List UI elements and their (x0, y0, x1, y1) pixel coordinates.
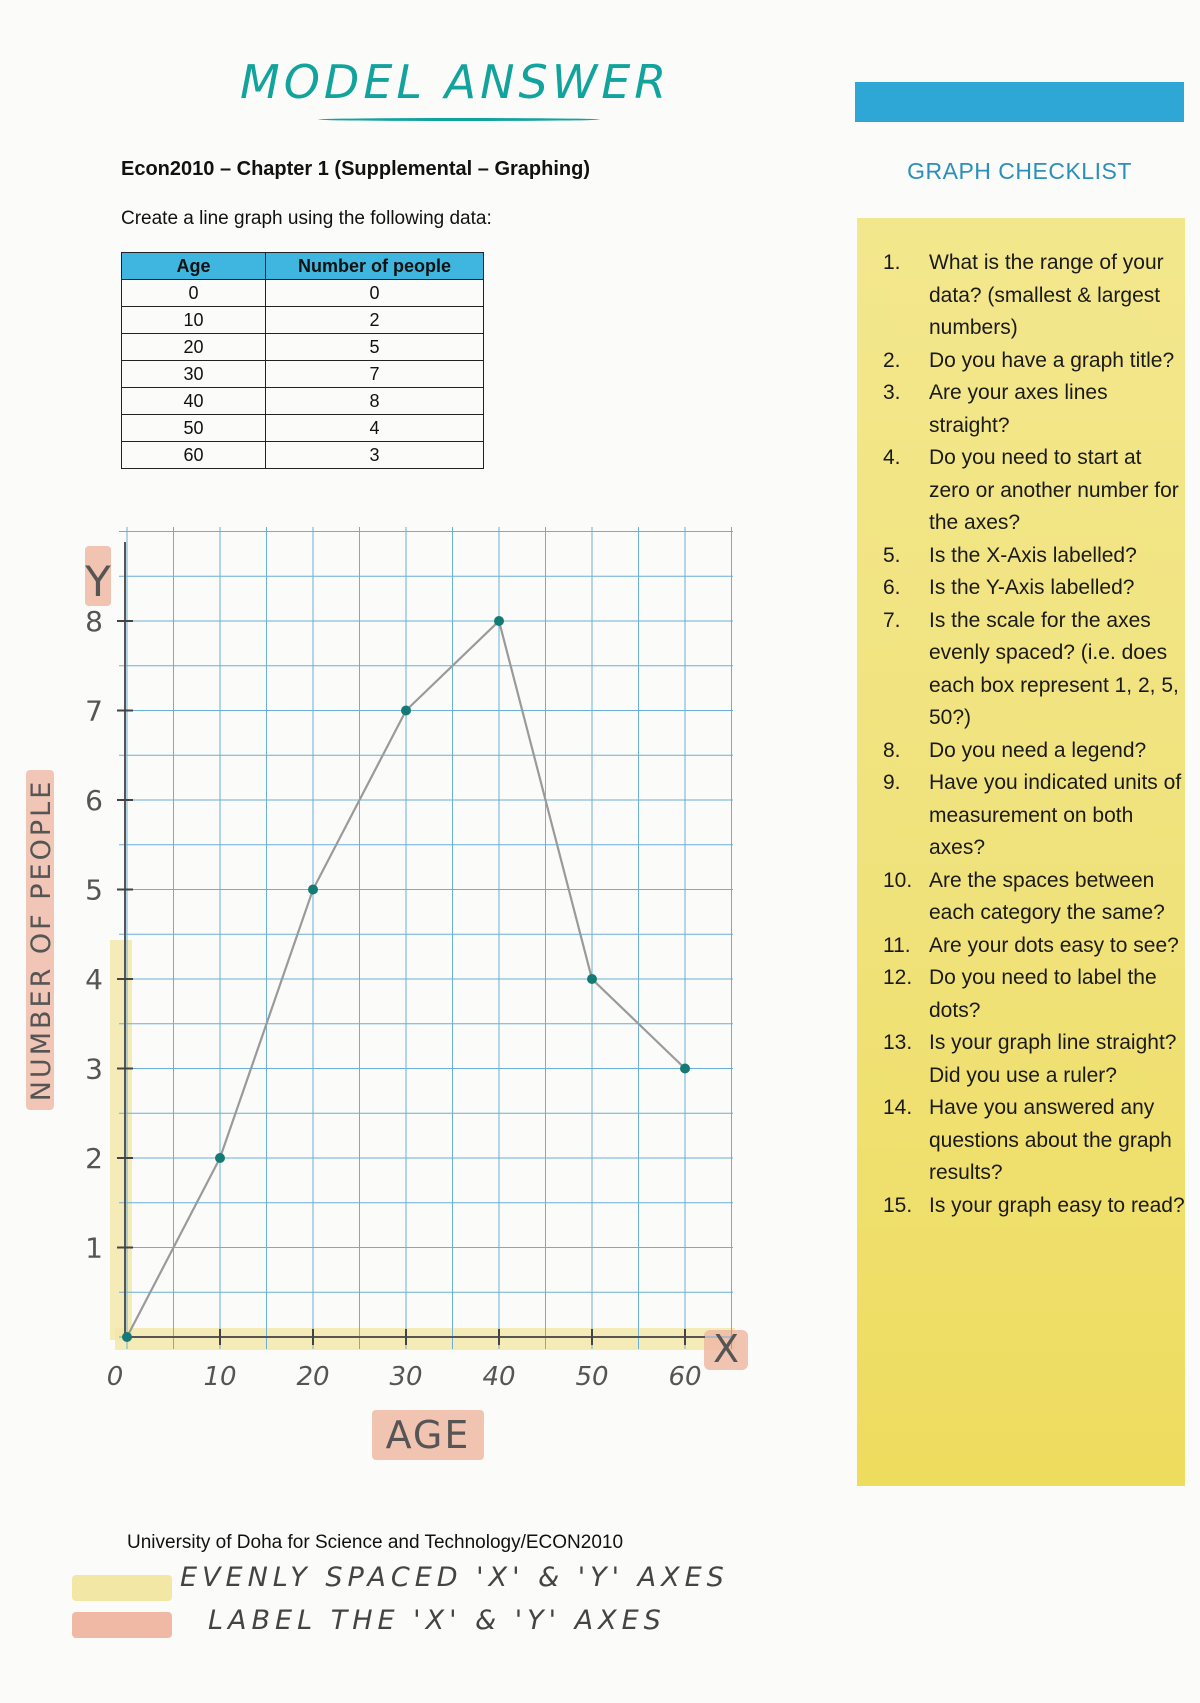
checklist-item-number: 7. (883, 608, 901, 632)
model-answer-underline (318, 118, 600, 121)
checklist-item-number: 2. (883, 348, 901, 372)
cell-people: 8 (266, 388, 484, 415)
checklist-item-number: 3. (883, 381, 901, 404)
cell-people: 7 (266, 361, 484, 388)
y-axis-highlight (110, 940, 132, 1340)
table-header-row (122, 253, 484, 280)
checklist-item (883, 247, 1188, 345)
x-tick-label: 0 (106, 1362, 124, 1392)
checklist-item (883, 442, 1188, 540)
checklist-header-bar (855, 82, 1184, 122)
checklist (883, 247, 1188, 1222)
x-tick-label: 20 (296, 1362, 330, 1392)
checklist-item-text: Is your graph line straight? Did you use a ruler? (929, 1031, 1177, 1087)
checklist-item (883, 930, 1188, 963)
checklist-item (883, 962, 1188, 1027)
checklist-item (883, 1027, 1188, 1092)
footer-institution: University of Doha for Science and Technology/ECON2010 (127, 1532, 624, 1553)
checklist-item-text: Are your dots easy to see? (929, 933, 1179, 957)
checklist-item-number: 14. (883, 1096, 913, 1119)
checklist-item-number: 4. (883, 446, 901, 469)
checklist-item-text: Have you answered any questions about the graph results? (929, 1096, 1172, 1184)
y-tick-label: 3 (85, 1052, 103, 1086)
cell-age: 20 (122, 334, 266, 361)
data-point (122, 1332, 132, 1342)
checklist-item-number: 5. (883, 543, 901, 567)
checklist-item (883, 1190, 1188, 1223)
x-axis-title: AGE (385, 1413, 471, 1457)
checklist-item-text: Have you indicated units of measurement on both axes? (929, 771, 1182, 859)
column-header-age: Age (122, 253, 266, 280)
checklist-item (883, 1092, 1188, 1190)
checklist-item-text: What is the range of your data? (smallest & largest numbers) (929, 251, 1164, 339)
table-row (122, 280, 484, 307)
y-tick-label: 6 (85, 784, 103, 817)
checklist-item (883, 735, 1188, 768)
cell-people: 0 (266, 280, 484, 307)
checklist-item-text: Is your graph easy to read? (929, 1193, 1185, 1217)
checklist-title: GRAPH CHECKLIST (907, 158, 1132, 184)
cell-age: 50 (122, 415, 266, 442)
line-graph (0, 520, 840, 1520)
data-point (494, 616, 504, 626)
checklist-item (883, 605, 1188, 735)
checklist-item-number: 15. (883, 1193, 913, 1217)
table-row (122, 307, 484, 334)
data-point (680, 1064, 690, 1074)
y-tick-label: 7 (85, 694, 103, 728)
checklist-item-number: 9. (883, 771, 901, 794)
table-row (122, 415, 484, 442)
checklist-item-text: Do you have a graph title? (929, 348, 1175, 372)
data-point (587, 974, 597, 984)
y-tick-label: 4 (85, 963, 103, 996)
instruction-text: Create a line graph using the following data: (121, 208, 492, 229)
cell-age: 0 (122, 280, 266, 307)
checklist-item-text: Is the X-Axis labelled? (929, 543, 1137, 567)
checklist-item (883, 540, 1188, 573)
y-tick-label: 5 (85, 873, 103, 907)
document-title: Econ2010 – Chapter 1 (Supplemental – Graphing) (121, 158, 591, 180)
table-row (122, 442, 484, 469)
checklist-item-text: Are the spaces between each category the same? (929, 868, 1165, 924)
column-header-number-of-people: Number of people (266, 253, 484, 280)
data-point (215, 1153, 225, 1163)
cell-people: 2 (266, 307, 484, 334)
checklist-item (883, 377, 1188, 442)
checklist-item (883, 345, 1188, 378)
checklist-item-number: 1. (883, 251, 901, 274)
cell-people: 3 (266, 442, 484, 469)
y-axis-letter: Y (85, 557, 111, 606)
checklist-item-text: Do you need to label the dots? (929, 966, 1157, 1022)
checklist-item-number: 13. (883, 1031, 913, 1054)
y-axis-title: NUMBER OF PEOPLE (26, 778, 57, 1102)
x-axis-letter: X (712, 1327, 740, 1371)
x-tick-label: 30 (389, 1362, 423, 1392)
model-answer-title: MODEL ANSWER (240, 55, 671, 109)
x-axis-highlight (115, 1328, 735, 1350)
data-table (121, 252, 484, 469)
checklist-item-text: Do you need to start at zero or another number for the axes? (929, 446, 1179, 534)
cell-age: 40 (122, 388, 266, 415)
y-tick-label: 8 (85, 605, 103, 638)
checklist-item-number: 6. (883, 576, 901, 599)
checklist-item-text: Are your axes lines straight? (929, 381, 1108, 437)
table-row (122, 361, 484, 388)
checklist-item-number: 11. (883, 933, 911, 957)
data-point (401, 706, 411, 716)
y-tick-label: 1 (85, 1231, 103, 1265)
checklist-item (883, 572, 1188, 605)
cell-age: 30 (122, 361, 266, 388)
yellow-highlight-swatch (72, 1575, 172, 1601)
x-tick-label: 50 (575, 1362, 609, 1392)
data-point (308, 885, 318, 895)
y-tick-label: 2 (85, 1142, 103, 1175)
cell-people: 5 (266, 334, 484, 361)
legend-note-evenly-spaced: EVENLY SPACED 'X' & 'Y' AXES (180, 1562, 729, 1593)
checklist-item-text: Is the scale for the axes evenly spaced? (i.e. does each box represent 1, 2, 5, 50?) (929, 608, 1179, 729)
checklist-item-number: 12. (883, 966, 913, 989)
checklist-item-number: 10. (883, 868, 913, 892)
cell-age: 10 (122, 307, 266, 334)
x-tick-label: 10 (203, 1362, 237, 1392)
cell-age: 60 (122, 442, 266, 469)
checklist-item (883, 865, 1188, 930)
checklist-item-text: Is the Y-Axis labelled? (929, 576, 1135, 599)
x-tick-label: 40 (482, 1362, 516, 1392)
cell-people: 4 (266, 415, 484, 442)
checklist-item-text: Do you need a legend? (929, 738, 1147, 762)
pink-highlight-swatch (72, 1612, 172, 1638)
table-row (122, 334, 484, 361)
legend-note-label-axes: LABEL THE 'X' & 'Y' AXES (208, 1605, 666, 1636)
checklist-item-number: 8. (883, 738, 901, 762)
x-tick-label: 60 (668, 1362, 702, 1392)
checklist-item (883, 767, 1188, 865)
table-row (122, 388, 484, 415)
